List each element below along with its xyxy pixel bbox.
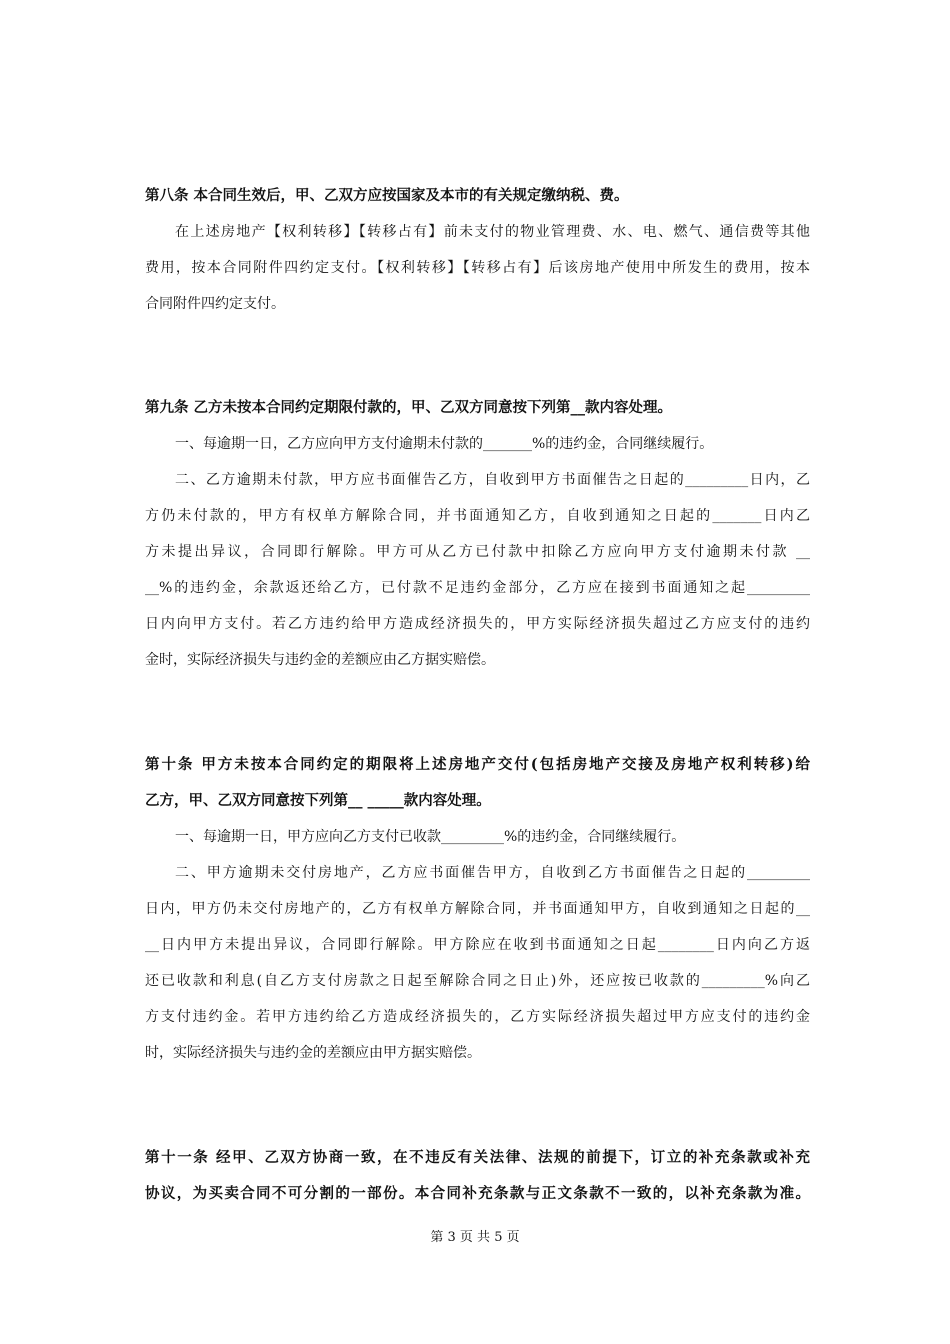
article-9-item-2-line-3: 方未提出异议，合同即行解除。甲方可从乙方已付款中扣除乙方应向甲方支付逾期未付款 __ <box>145 544 810 560</box>
article-8 <box>145 178 810 322</box>
article-9-item-2-line-2: 方仍未付款的，甲方有权单方解除合同，并书面通知乙方，自收到通知之日起的_______日内乙 <box>145 508 810 524</box>
article-10-heading-line-2: 乙方，甲、乙双方同意按下列第__ _____款内容处理。 <box>145 792 491 809</box>
article-8-line-1: 在上述房地产【权利转移】【转移占有】前未支付的物业管理费、水、电、燃气、通信费等其他 <box>175 224 810 240</box>
article-11-heading-line-2: 协议，为买卖合同不可分割的一部份。本合同补充条款与正文条款不一致的，以补充条款为准。 <box>145 1185 810 1202</box>
article-8-line-3: 合同附件四约定支付。 <box>145 296 285 312</box>
article-10-item-2-line-4: 还已收款和利息(自乙方支付房款之日起至解除合同之日止)外，还应按已收款的_________%向乙 <box>145 973 810 989</box>
article-9-item-2-line-1: 二、乙方逾期未付款，甲方应书面催告乙方，自收到甲方书面催告之日起的_________日内，乙 <box>175 472 810 488</box>
article-10-item-2-line-5: 方支付违约金。若甲方违约给乙方造成经济损失的，乙方实际经济损失超过甲方应支付的违约金 <box>145 1009 810 1025</box>
article-10-item-2-line-1: 二、甲方逾期未交付房地产，乙方应书面催告甲方，自收到乙方书面催告之日起的_________ <box>175 865 810 881</box>
article-10-item-1: 一、每逾期一日，甲方应向乙方支付已收款_________%的违约金，合同继续履行。 <box>175 829 686 845</box>
article-10-item-2-line-3: __日内甲方未提出异议，合同即行解除。甲方除应在收到书面通知之日起________日内向乙方返 <box>145 937 810 953</box>
article-8-line-2: 费用，按本合同附件四约定支付。【权利转移】【转移占有】后该房地产使用中所发生的费用，按本 <box>145 260 810 276</box>
article-9-heading: 第九条 乙方未按本合同约定期限付款的，甲、乙双方同意按下列第__款内容处理。 <box>145 399 673 416</box>
article-9-item-2-line-5: 日内向甲方支付。若乙方违约给甲方造成经济损失的，甲方实际经济损失超过乙方应支付的违约 <box>145 616 810 632</box>
article-9-item-2-line-4: __%的违约金，余款返还给乙方，已付款不足违约金部分，乙方应在接到书面通知之起_________ <box>145 580 810 596</box>
article-9-item-1: 一、每逾期一日，乙方应向甲方支付逾期未付款的_______%的违约金，合同继续履行。 <box>175 436 714 452</box>
article-8-heading: 第八条 本合同生效后，甲、乙双方应按国家及本市的有关规定缴纳税、费。 <box>145 187 629 204</box>
article-10-item-2-line-6: 时，实际经济损失与违约金的差额应由甲方据实赔偿。 <box>145 1045 481 1061</box>
article-9 <box>145 390 810 678</box>
article-11-heading-line-1: 第十一条 经甲、乙双方协商一致，在不违反有关法律、法规的前提下，订立的补充条款或补充 <box>145 1149 810 1166</box>
article-10-heading-line-1: 第十条 甲方未按本合同约定的期限将上述房地产交付(包括房地产交接及房地产权利转移)给 <box>145 756 810 773</box>
article-10-item-2-line-2: 日内，甲方仍未交付房地产的，乙方有权单方解除合同，并书面通知甲方，自收到通知之日起的__ <box>145 901 810 917</box>
article-9-item-2-line-6: 金时，实际经济损失与违约金的差额应由乙方据实赔偿。 <box>145 652 495 668</box>
article-10 <box>145 747 810 1071</box>
article-11 <box>145 1140 810 1212</box>
page-footer: 第 3 页 共 5 页 <box>430 1230 520 1245</box>
